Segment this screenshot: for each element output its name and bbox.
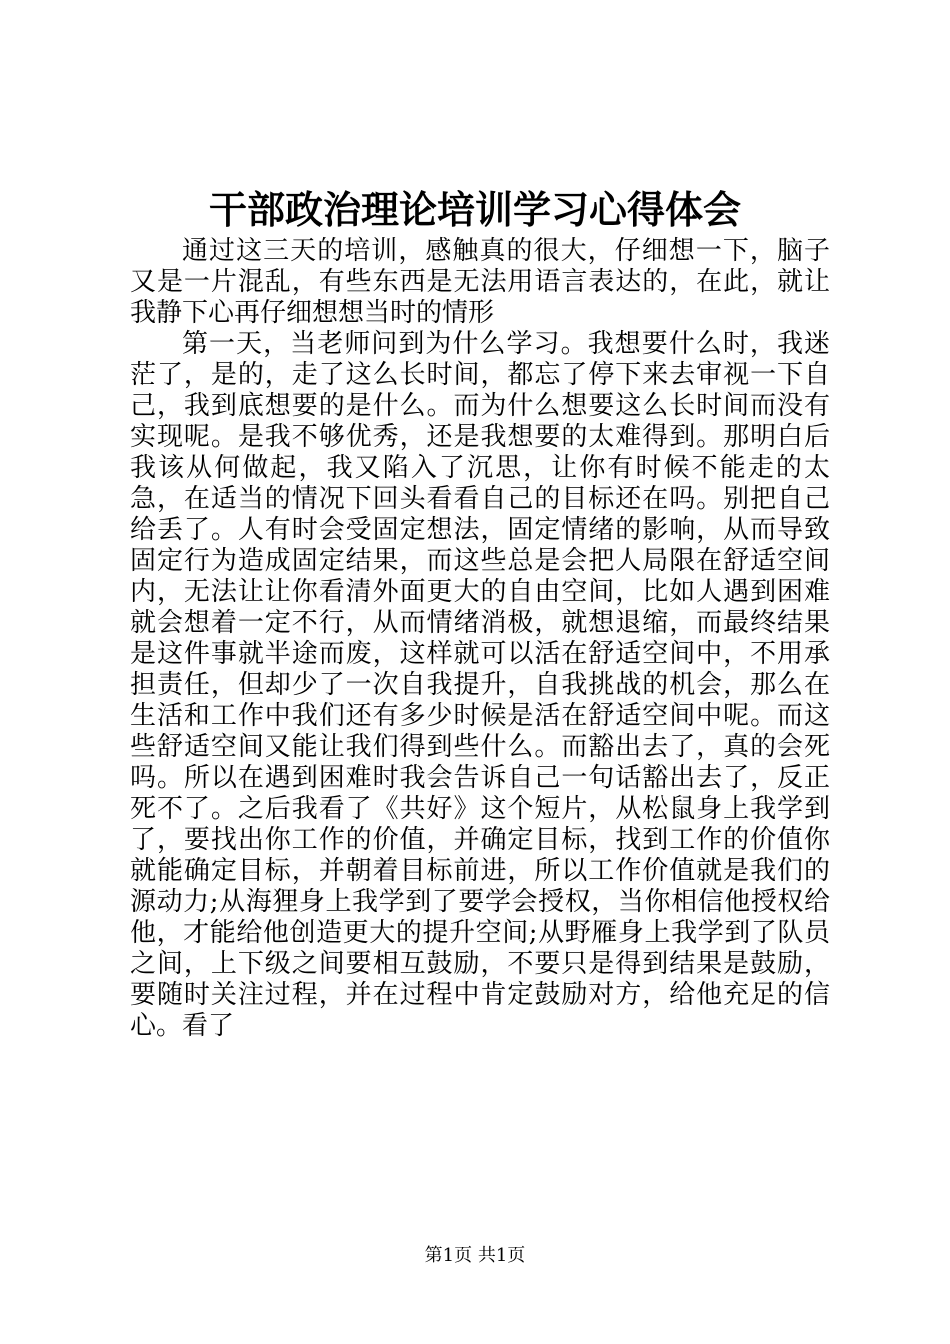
document-body — [130, 236, 830, 1042]
page-number-footer: 第1页 共1页 — [424, 1245, 526, 1266]
paragraph-day-one: 第一天，当老师问到为什么学习。我想要什么时，我迷茫了，是的，走了这么长时间，都忘了停下来去审视一下自己，我到底想要的是什么。而为什么想要这么长时间而没有实现呢。是我不够优秀，还是我想要的太难得到。那明白后我该从何做起，我又陷入了沉思，让你有时候不能走的太急，在适当的情况下回头看看自己的目标还在吗。别把自己给丢了。人有时会受固定想法，固定情绪的影响，从而导致固定行为造成固定结果，而这些总是会把人局限在舒适空间内，无法让让你看清外面更大的自由空间，比如人遇到困难就会想着一定不行，从而情绪消极，就想退缩，而最终结果是这件事就半途而废，这样就可以活在舒适空间中，不用承担责任，但却少了一次自我提升，自我挑战的机会，那么在生活和工作中我们还有多少时候是活在舒适空间中呢。而这些舒适空间又能让我们得到些什么。而豁出去了，真的会死吗。所以在遇到困难时我会告诉自己一句话豁出去了，反正死不了。之后我看了《共好》这个短片，从松鼠身上我学到了，要找出你工作的价值，并确定目标，找到工作的价值你就能确定目标，并朝着目标前进，所以工作价值就是我们的源动力;从海狸身上我学到了要学会授权，当你相信他授权给他，才能给他创造更大的提升空间;从野雁身上我学到了队员之间，上下级之间要相互鼓励，不要只是得到结果是鼓励，要随时关注过程，并在过程中肯定鼓励对方，给他充足的信心。看了 — [130, 329, 830, 1041]
page-title: 干部政治理论培训学习心得体会 — [208, 187, 741, 232]
paragraph-intro: 通过这三天的培训，感触真的很大，仔细想一下，脑子又是一片混乱，有些东西是无法用语言表达的，在此，就让我静下心再仔细想想当时的情形 — [130, 236, 830, 328]
